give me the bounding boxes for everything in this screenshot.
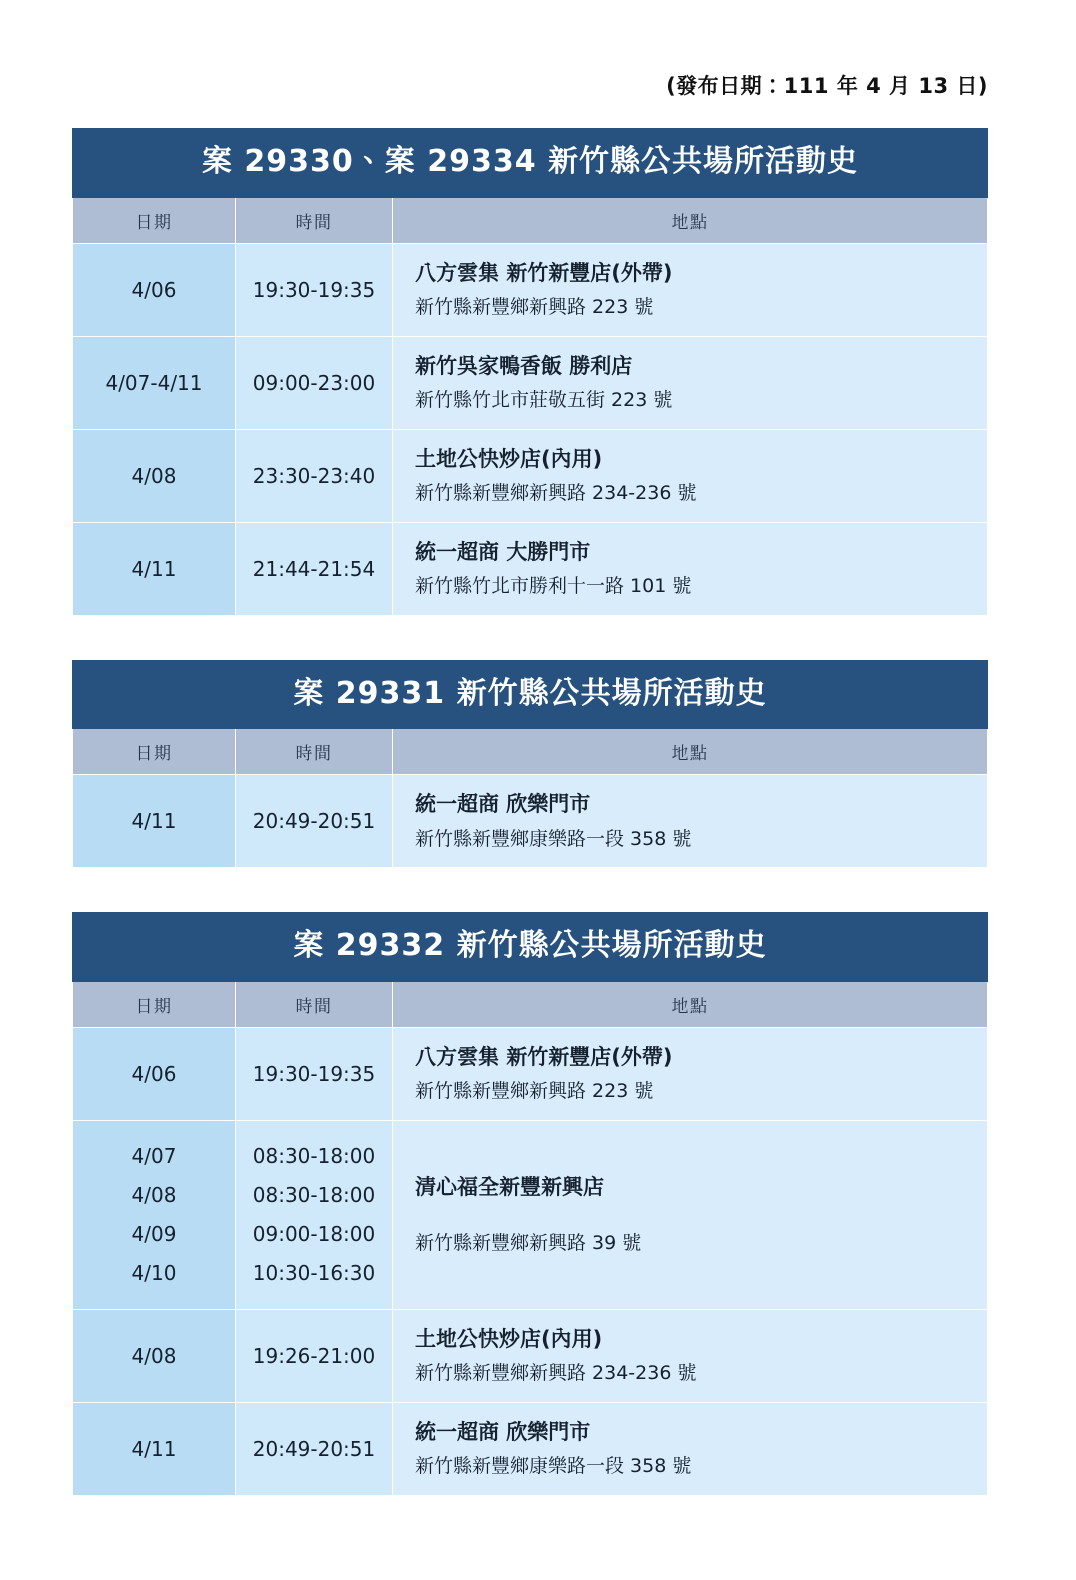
cell-time: 23:30-23:40 [236,429,393,522]
cell-place [393,336,988,429]
cell-date: 4/07-4/11 [73,336,236,429]
table-row [73,1027,988,1120]
place-name: 土地公快炒店(內用) [415,446,603,471]
cell-date: 4/07 4/08 4/09 4/10 [73,1120,236,1309]
cell-time: 19:30-19:35 [236,243,393,336]
activity-table-block [72,912,988,1496]
place-address: 新竹縣新豐鄉新興路 234-236 號 [415,482,697,504]
cell-date: 4/08 [73,429,236,522]
place-name: 統一超商 大勝門市 [415,539,591,564]
table-title: 案 29332 新竹縣公共場所活動史 [73,913,988,982]
cell-date: 4/06 [73,243,236,336]
table-title-row [73,129,988,198]
release-date: (發布日期：111 年 4 月 13 日) [666,74,988,98]
cell-date: 4/06 [73,1027,236,1120]
table-header-row [73,197,988,243]
table-row [73,243,988,336]
column-header-date: 日期 [73,729,236,775]
table-title: 案 29331 新竹縣公共場所活動史 [73,660,988,729]
table-row [73,1309,988,1402]
cell-place [393,1027,988,1120]
cell-place [393,1309,988,1402]
place-name: 八方雲集 新竹新豐店(外帶) [415,1044,673,1069]
cell-place [393,1402,988,1495]
place-address: 新竹縣新豐鄉康樂路一段 358 號 [415,827,692,850]
place-address: 新竹縣新豐鄉康樂路一段 358 號 [415,1455,692,1477]
place-name: 八方雲集 新竹新豐店(外帶) [415,260,673,285]
place-address: 新竹縣竹北市勝利十一路 101 號 [415,575,692,597]
column-header-time: 時間 [236,981,393,1027]
table-header-row [73,981,988,1027]
table-row [73,336,988,429]
column-header-date: 日期 [73,197,236,243]
table-header-row [73,729,988,775]
cell-time: 08:30-18:00 08:30-18:00 09:00-18:00 10:30-16:30 [236,1120,393,1309]
cell-time: 20:49-20:51 [236,1402,393,1495]
cell-date: 4/08 [73,1309,236,1402]
column-header-place: 地點 [393,197,988,243]
table-title-row [73,660,988,729]
column-header-place: 地點 [393,729,988,775]
place-name: 新竹吳家鴨香飯 勝利店 [415,353,633,378]
cell-place [393,775,988,868]
cell-place [393,243,988,336]
activity-table-block [72,660,988,869]
cell-place [393,429,988,522]
cell-time: 09:00-23:00 [236,336,393,429]
activity-table-block [72,128,988,616]
cell-date: 4/11 [73,1402,236,1495]
table-row [73,1120,988,1309]
cell-time: 20:49-20:51 [236,775,393,868]
table-row [73,429,988,522]
activity-tables-container [72,128,988,1496]
table-title: 案 29330、案 29334 新竹縣公共場所活動史 [73,129,988,198]
place-name: 統一超商 欣樂門市 [415,792,591,816]
activity-table [72,128,988,616]
place-name: 土地公快炒店(內用) [415,1326,603,1351]
place-address: 新竹縣新豐鄉新興路 223 號 [415,296,654,318]
column-header-time: 時間 [236,729,393,775]
activity-table [72,912,988,1496]
place-name: 統一超商 欣樂門市 [415,1419,591,1444]
table-row [73,775,988,868]
column-header-time: 時間 [236,197,393,243]
cell-time: 21:44-21:54 [236,522,393,615]
table-row [73,522,988,615]
cell-date: 4/11 [73,522,236,615]
place-address: 新竹縣新豐鄉新興路 39 號 [415,1232,642,1254]
table-title-row [73,913,988,982]
column-header-place: 地點 [393,981,988,1027]
place-name: 清心福全新豐新興店 [415,1174,604,1199]
cell-time: 19:30-19:35 [236,1027,393,1120]
place-address: 新竹縣新豐鄉新興路 234-236 號 [415,1362,697,1384]
cell-place [393,1120,988,1309]
place-address: 新竹縣竹北市莊敬五街 223 號 [415,389,673,411]
table-row [73,1402,988,1495]
cell-time: 19:26-21:00 [236,1309,393,1402]
column-header-date: 日期 [73,981,236,1027]
cell-place [393,522,988,615]
cell-date: 4/11 [73,775,236,868]
place-address: 新竹縣新豐鄉新興路 223 號 [415,1080,654,1102]
activity-table [72,660,988,869]
